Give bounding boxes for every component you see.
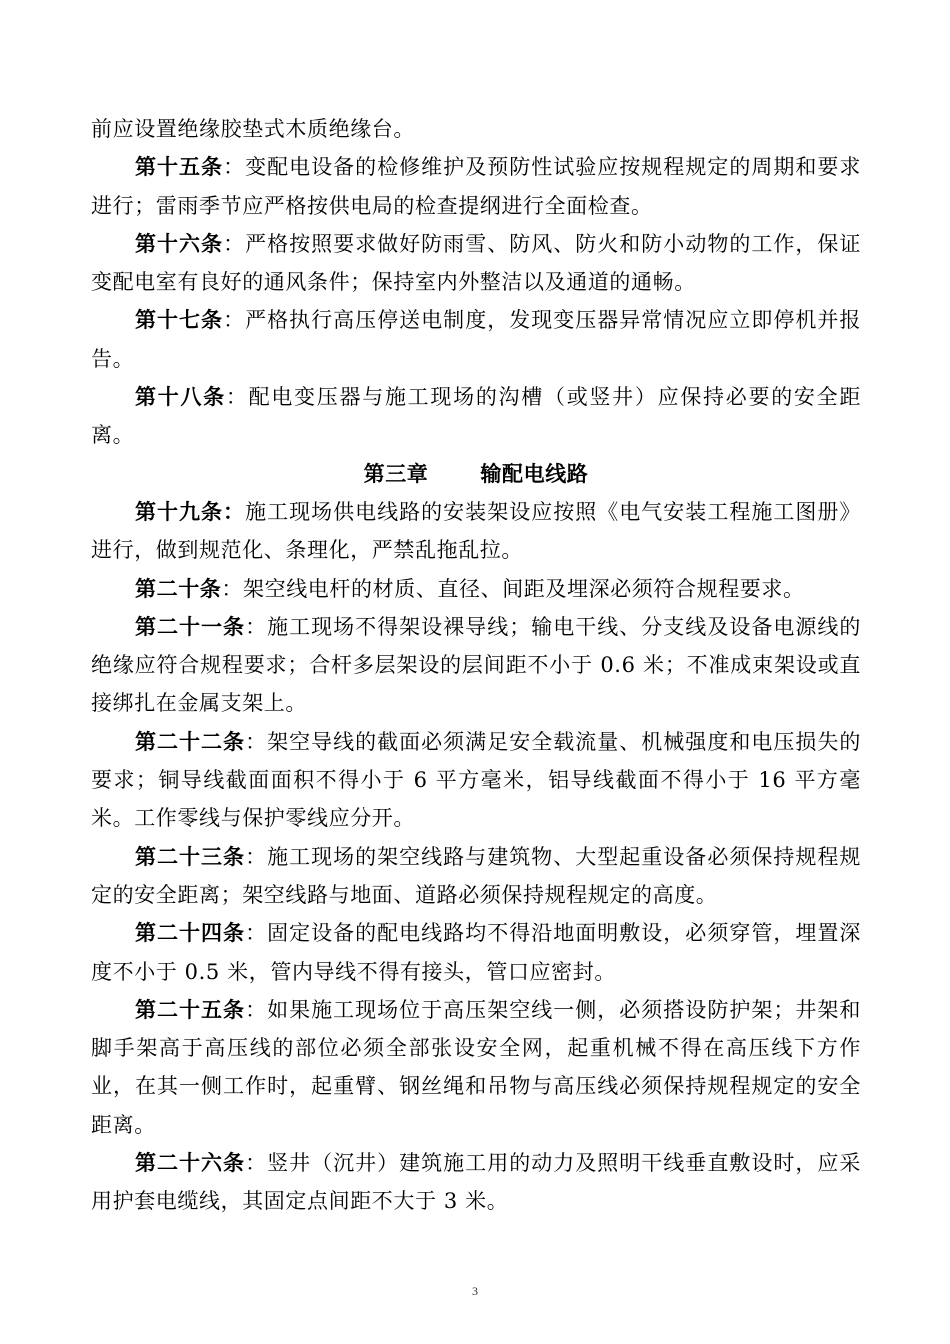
- article-text: ：架空线电杆的材质、直径、间距及埋深必须符合规程要求。: [221, 576, 805, 601]
- article-26: [91, 1144, 861, 1221]
- article-text: ：施工现场不得架设裸导线；输电干线、分支线及设备电源线的绝缘应符合规程要求；合杆多层架设的层间距不小于 0.6 米；不准成束架设或直接绑扎在金属支架上。: [91, 614, 861, 716]
- article-22: [91, 723, 861, 838]
- article-label: 第十五条: [135, 154, 224, 180]
- article-label: 第十八条: [135, 384, 226, 410]
- article-label: 第二十条: [135, 575, 222, 601]
- article-label: 第二十四条: [135, 920, 246, 946]
- article-text: ：架空导线的截面必须满足安全载流量、机械强度和电压损失的要求；铜导线截面面积不得小于 6 平方毫米，铝导线截面不得小于 16 平方毫米。工作零线与保护零线应分开。: [91, 729, 861, 831]
- article-text: ：严格执行高压停送电制度，发现变压器异常情况应立即停机并报告。: [91, 308, 861, 371]
- article-text: ：固定设备的配电线路均不得沿地面明敷设，必须穿管，埋置深度不小于 0.5 米，管内导线不得有接头，管口应密封。: [91, 921, 861, 984]
- article-21: [91, 608, 861, 723]
- article-text: ：变配电设备的检修维护及预防性试验应按规程规定的周期和要求进行；雷雨季节应严格按供电局的检查提纲进行全面检查。: [91, 155, 861, 218]
- chapter-heading: [91, 455, 861, 493]
- page-number: 3: [472, 1284, 478, 1298]
- article-24: [91, 914, 861, 991]
- continued-paragraph: 前应设置绝缘胶垫式木质绝缘台。: [91, 117, 415, 141]
- article-text: ：配电变压器与施工现场的沟槽（或竖井）应保持必要的安全距离。: [91, 385, 861, 448]
- article-label: 第十九条：: [135, 498, 246, 524]
- article-text: ：竖井（沉井）建筑施工用的动力及照明干线垂直敷设时，应采用护套电缆线，其固定点间距不大于 3 米。: [91, 1151, 861, 1214]
- article-23: [91, 838, 861, 915]
- article-label: 第二十六条: [135, 1150, 246, 1176]
- article-text: ：施工现场的架空线路与建筑物、大型起重设备必须保持规程规定的安全距离；架空线路与地面、道路必须保持规程规定的高度。: [91, 844, 861, 907]
- article-16: [91, 225, 861, 302]
- chapter-title: 输配电线路: [480, 460, 589, 486]
- article-label: 第二十一条: [135, 613, 246, 639]
- article-label: 第二十二条: [135, 728, 246, 754]
- article-18: [91, 378, 861, 455]
- chapter-number: 第三章: [363, 460, 429, 486]
- article-15: [91, 148, 861, 225]
- body-text: [91, 110, 861, 1221]
- article-25: [91, 991, 861, 1144]
- article-label: 第二十五条: [135, 996, 246, 1022]
- article-17: [91, 301, 861, 378]
- article-text: 施工现场供电线路的安装架设应按照《电气安装工程施工图册》进行，做到规范化、条理化，严禁乱拖乱拉。: [91, 499, 861, 563]
- article-label: 第十七条: [135, 307, 224, 333]
- article-text: ：严格按照要求做好防雨雪、防风、防火和防小动物的工作，保证变配电室有良好的通风条件；保持室内外整洁以及通道的通畅。: [91, 231, 861, 295]
- article-label: 第二十三条: [135, 843, 246, 869]
- article-20: [91, 570, 861, 608]
- article-label: 第十六条: [135, 230, 224, 256]
- article-19: [91, 493, 861, 570]
- article-text: ：如果施工现场位于高压架空线一侧，必须搭设防护架；井架和脚手架高于高压线的部位必须全部张设安全网，起重机械不得在高压线下方作业，在其一侧工作时，起重臂、钢丝绳和吊物与高压线必须保持规程规定的安全距离。: [91, 997, 861, 1137]
